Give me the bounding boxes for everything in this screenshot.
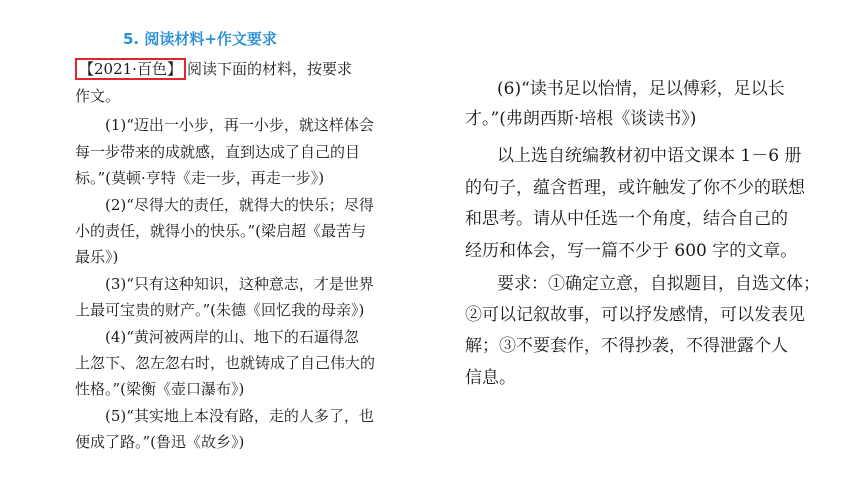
text-line: 上忽下、忽左忽右时，也就铸成了自己伟大的: [75, 354, 376, 372]
text-line: 解；③不要套作，不得抄袭，不得泄露个人: [465, 336, 788, 356]
section-title: 5. 阅读材料+作文要求: [123, 30, 277, 48]
text-line: 上最可宝贵的财产。”(朱德《回忆我的母亲》): [75, 301, 365, 319]
text-line: 标。”(莫顿·亨特《走一步，再走一步》): [75, 169, 325, 187]
text-line: (5)“其实地上本没有路，走的人多了，也: [105, 407, 374, 425]
text-line: 信息。: [465, 368, 516, 388]
text-line: 最乐》): [75, 248, 119, 266]
text-line: ②可以记叙故事，可以抒发感情，可以发表见: [465, 305, 805, 325]
text-line: (3)“只有这种知识，这种意志，才是世界: [105, 275, 374, 293]
text-line: 才。”(弗朗西斯·培根《谈读书》): [465, 109, 697, 129]
prompt-first-line: 【2021·百色】 阅读下面的材料，按要求: [75, 58, 352, 80]
text-line: 和思考。请从中任选一个角度，结合自己的: [465, 209, 788, 229]
text-line: 便成了路。”(鲁迅《故乡》): [75, 433, 245, 451]
text-line: 作文。: [75, 87, 121, 105]
text-line: 每一步带来的成就感，直到达成了自己的目: [75, 143, 361, 161]
text-line: (6)“读书足以怡情，足以傅彩，足以长: [497, 79, 785, 99]
text-line: 以上选自统编教材初中语文课本 1－6 册: [497, 146, 802, 166]
text-line: 的句子，蕴含哲理，或许触发了你不少的联想: [465, 178, 805, 198]
text-line: 小的责任，就得小的快乐。”(梁启超《最苦与: [75, 222, 367, 240]
text-line: (1)“迈出一小步，再一小步，就这样体会: [105, 116, 374, 134]
text-line: (4)“黄河被两岸的山、地下的石逼得忽: [105, 328, 359, 346]
text-line: 性格。”(梁衡《壶口瀑布》): [75, 380, 245, 398]
text-line: (2)“尽得大的责任，就得大的快乐；尽得: [105, 196, 374, 214]
text-line: 经历和体会，写一篇不少于 600 字的文章。: [465, 241, 798, 261]
source-tag: 【2021·百色】: [75, 58, 186, 80]
text-line: 要求：①确定立意，自拟题目，自选文体；: [497, 274, 820, 294]
